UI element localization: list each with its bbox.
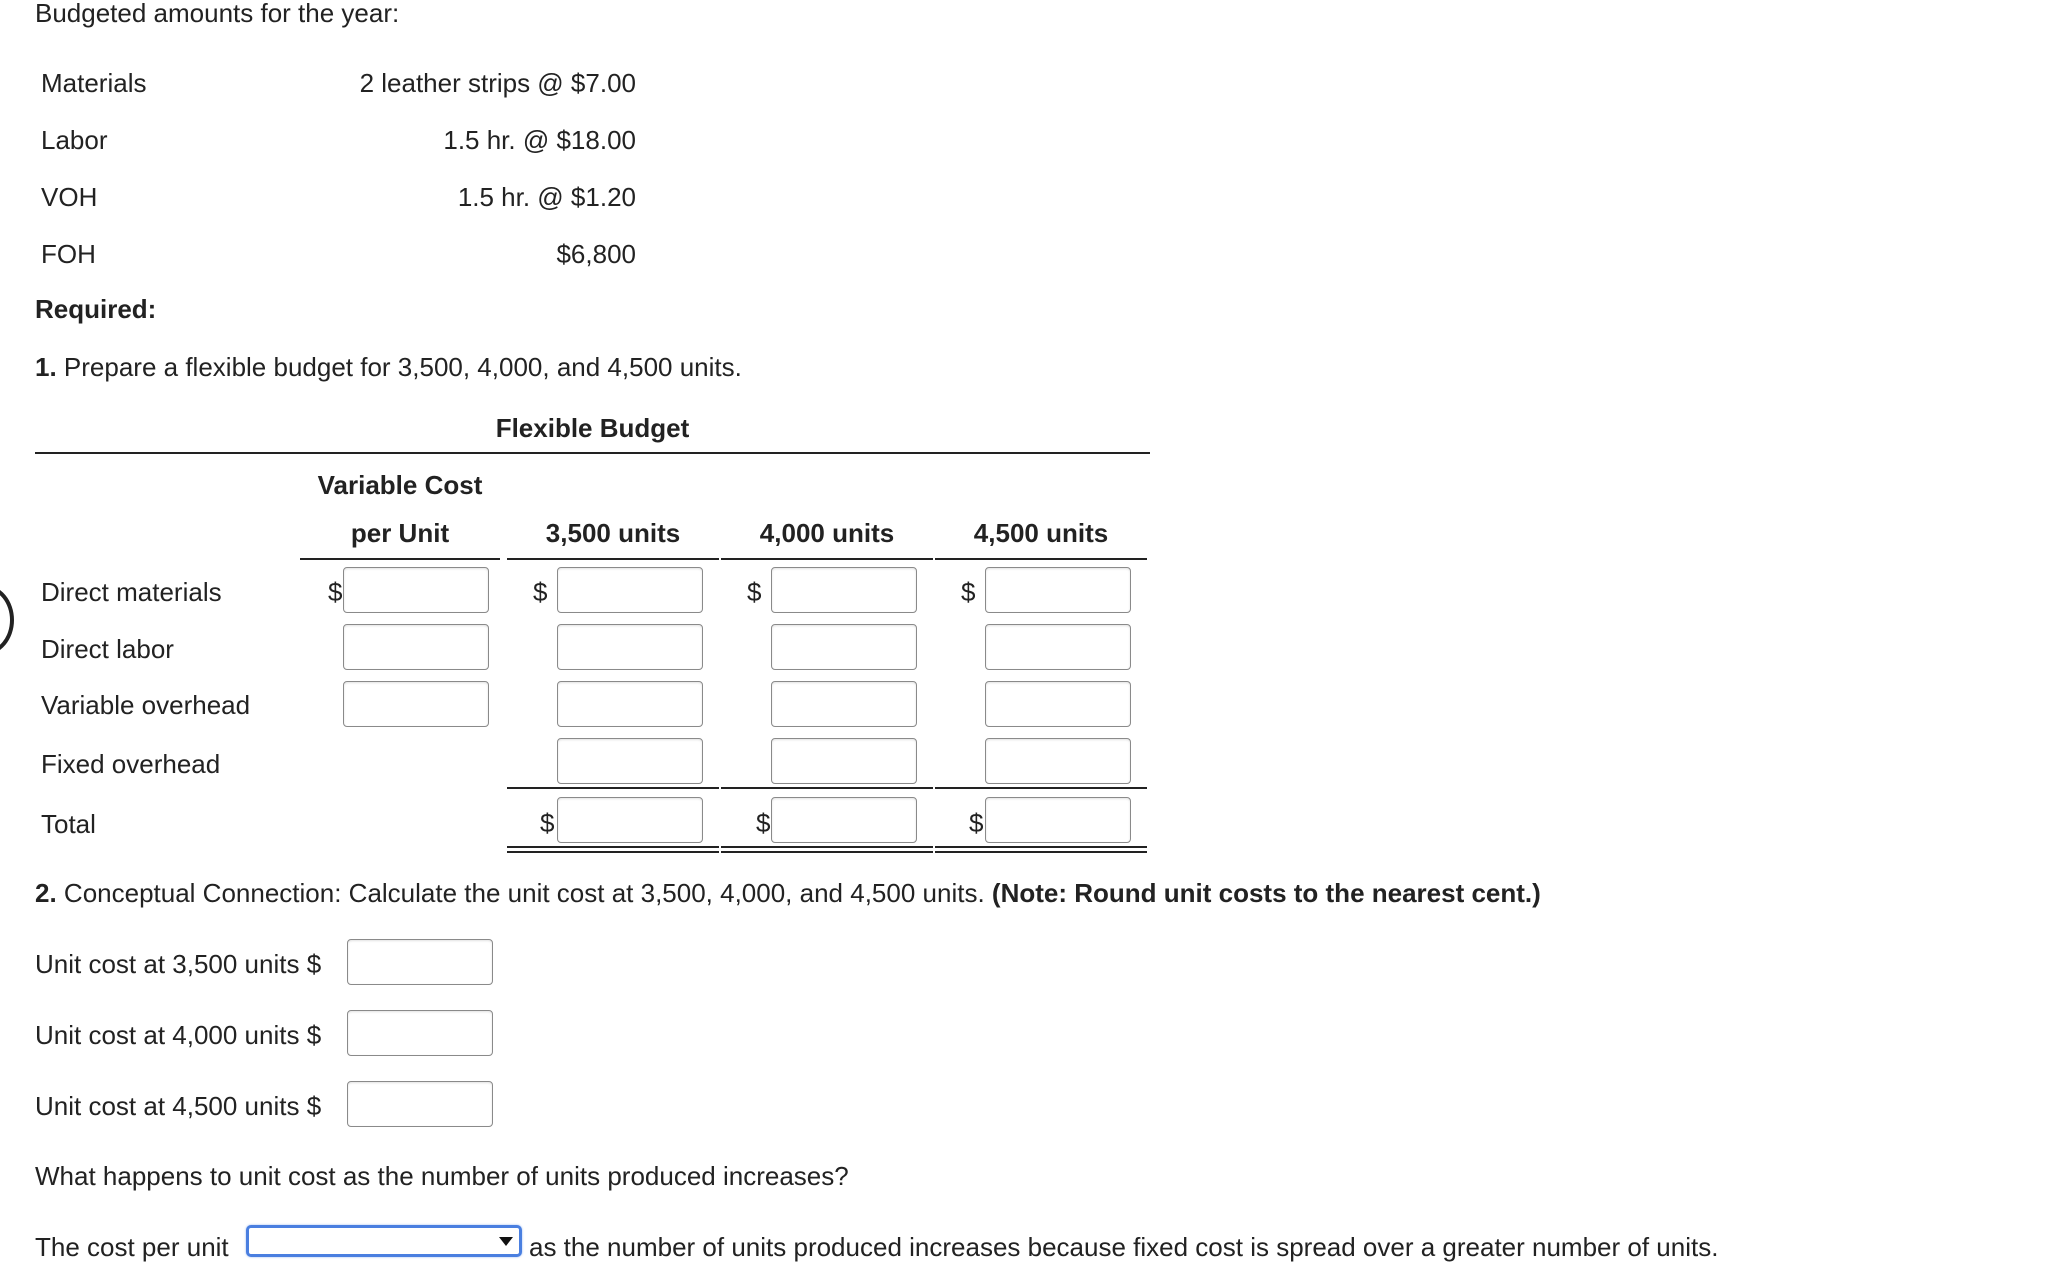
currency-symbol: $ xyxy=(306,1091,322,1121)
dm-3500-input[interactable] xyxy=(557,567,703,613)
total-double-rule-3500 xyxy=(507,846,719,853)
sentence-after: as the number of units produced increases because fixed cost is spread over a greater number of units. xyxy=(529,1232,1719,1262)
currency-symbol: $ xyxy=(533,577,548,607)
currency-symbol: $ xyxy=(961,577,976,607)
dl-3500-input[interactable] xyxy=(557,624,703,670)
voh-4000-input[interactable] xyxy=(771,681,917,727)
unit-cost-4000-input[interactable] xyxy=(347,1010,493,1056)
unit-cost-4500-input[interactable] xyxy=(347,1081,493,1127)
foh-4000-input[interactable] xyxy=(771,738,917,784)
header-rule-4000 xyxy=(721,558,933,560)
budget-value-labor: 1.5 hr. @ $18.00 xyxy=(443,125,636,155)
voh-3500-input[interactable] xyxy=(557,681,703,727)
header-rule-4500 xyxy=(935,558,1147,560)
subtotal-rule-3500 xyxy=(507,787,719,789)
side-circle-icon xyxy=(0,585,14,655)
header-vc-line1: Variable Cost xyxy=(317,470,483,500)
header-rule-3500 xyxy=(507,558,719,560)
question-1-text: Prepare a flexible budget for 3,500, 4,000, and 4,500 units. xyxy=(63,352,742,382)
currency-symbol: $ xyxy=(540,808,555,838)
header-3500-units: 3,500 units xyxy=(545,518,681,548)
unit-cost-4000-label: Unit cost at 4,000 units $ xyxy=(35,1020,322,1050)
dm-4000-input[interactable] xyxy=(771,567,917,613)
row-label-fixed-overhead: Fixed overhead xyxy=(41,749,221,779)
total-double-rule-4500 xyxy=(935,846,1147,853)
currency-symbol: $ xyxy=(328,577,343,607)
question-2 xyxy=(35,880,1541,906)
currency-symbol: $ xyxy=(306,1020,322,1050)
required-heading: Required: xyxy=(35,294,157,324)
total-4500-input[interactable] xyxy=(985,797,1131,843)
voh-vc-per-unit-input[interactable] xyxy=(343,681,489,727)
total-3500-input[interactable] xyxy=(557,797,703,843)
currency-symbol: $ xyxy=(756,808,771,838)
subtotal-rule-4500 xyxy=(935,787,1147,789)
sentence-before: The cost per unit xyxy=(35,1232,229,1262)
dm-4500-input[interactable] xyxy=(985,567,1131,613)
currency-symbol: $ xyxy=(747,577,762,607)
total-4000-input[interactable] xyxy=(771,797,917,843)
currency-symbol: $ xyxy=(969,808,984,838)
total-double-rule-4000 xyxy=(721,846,933,853)
row-label-direct-labor: Direct labor xyxy=(41,634,174,664)
subtotal-rule-4000 xyxy=(721,787,933,789)
foh-3500-input[interactable] xyxy=(557,738,703,784)
foh-4500-input[interactable] xyxy=(985,738,1131,784)
question-1 xyxy=(35,354,742,380)
unit-cost-3500-label: Unit cost at 3,500 units $ xyxy=(35,949,322,979)
question-2-note: (Note: Round unit costs to the nearest cent.) xyxy=(991,878,1541,908)
header-vc-line2: per Unit xyxy=(350,518,450,548)
table-top-rule xyxy=(35,452,1150,454)
table-title: Flexible Budget xyxy=(495,413,690,443)
question-2-number: 2. xyxy=(35,878,57,908)
unit-cost-question: What happens to unit cost as the number of units produced increases? xyxy=(35,1161,849,1191)
row-label-variable-overhead: Variable overhead xyxy=(41,690,251,720)
intro-text: Budgeted amounts for the year: xyxy=(35,0,400,28)
budget-label-materials: Materials xyxy=(41,68,147,98)
chevron-down-icon xyxy=(499,1237,513,1246)
budget-value-foh: $6,800 xyxy=(556,239,636,269)
unit-cost-3500-input[interactable] xyxy=(347,939,493,985)
header-rule-vc xyxy=(300,558,500,560)
budget-label-foh: FOH xyxy=(41,239,96,269)
dm-vc-per-unit-input[interactable] xyxy=(343,567,489,613)
question-2-text: Conceptual Connection: Calculate the unit cost at 3,500, 4,000, and 4,500 units. xyxy=(63,878,985,908)
row-label-direct-materials: Direct materials xyxy=(41,577,222,607)
budget-value-materials: 2 leather strips @ $7.00 xyxy=(359,68,636,98)
header-4000-units: 4,000 units xyxy=(759,518,895,548)
unit-cost-4500-label: Unit cost at 4,500 units $ xyxy=(35,1091,322,1121)
currency-symbol: $ xyxy=(306,949,322,979)
dl-4500-input[interactable] xyxy=(985,624,1131,670)
budget-label-labor: Labor xyxy=(41,125,108,155)
voh-4500-input[interactable] xyxy=(985,681,1131,727)
dl-4000-input[interactable] xyxy=(771,624,917,670)
cost-per-unit-dropdown[interactable] xyxy=(246,1225,522,1257)
budget-value-voh: 1.5 hr. @ $1.20 xyxy=(457,182,636,212)
budget-label-voh: VOH xyxy=(41,182,98,212)
header-4500-units: 4,500 units xyxy=(973,518,1109,548)
dl-vc-per-unit-input[interactable] xyxy=(343,624,489,670)
question-1-number: 1. xyxy=(35,352,57,382)
row-label-total: Total xyxy=(41,809,96,839)
